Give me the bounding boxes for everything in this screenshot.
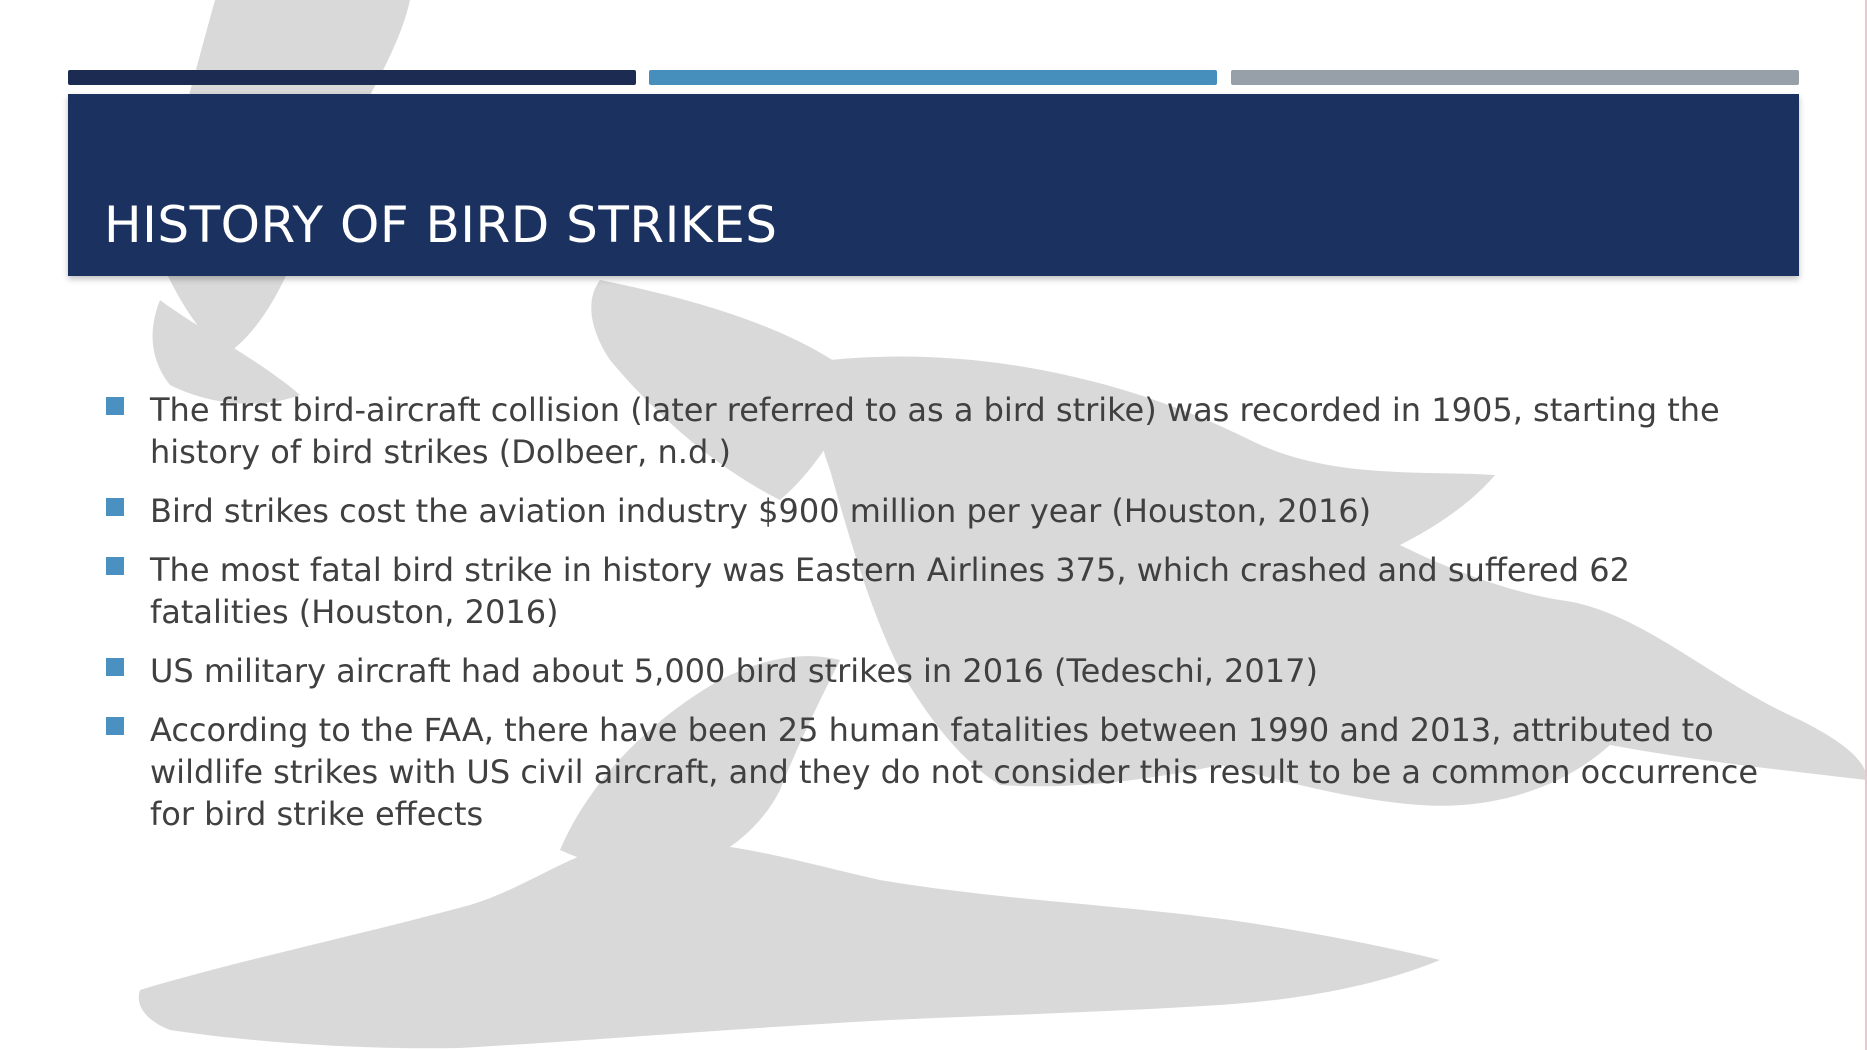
bullet-list [104, 389, 1764, 852]
accent-bar-dark [68, 70, 636, 85]
accent-bar-gray [1231, 70, 1799, 85]
bullet-text: According to the FAA, there have been 25 human fatalities between 1990 and 2013, attributed to wildlife strikes with US civil aircraft, and they do not consider this result to be a common occurrence for bird strike effects [150, 711, 1758, 833]
bullet-item [104, 549, 1764, 633]
bullet-text: US military aircraft had about 5,000 bird strikes in 2016 (Tedeschi, 2017) [150, 652, 1318, 690]
bullet-text: The most fatal bird strike in history was Eastern Airlines 375, which crashed and suffered 62 fatalities (Houston, 2016) [150, 551, 1630, 631]
square-bullet-icon [106, 498, 124, 516]
bullet-item [104, 490, 1764, 532]
square-bullet-icon [106, 557, 124, 575]
accent-bar-blue [649, 70, 1217, 85]
bullet-text: Bird strikes cost the aviation industry $900 million per year (Houston, 2016) [150, 492, 1372, 530]
square-bullet-icon [106, 658, 124, 676]
square-bullet-icon [106, 717, 124, 735]
bullet-text: The first bird-aircraft collision (later referred to as a bird strike) was recorded in 1905, starting the history of bird strikes (Dolbeer, n.d.) [150, 391, 1720, 471]
bullet-item [104, 709, 1764, 835]
title-band [68, 94, 1799, 276]
square-bullet-icon [106, 397, 124, 415]
slide-title: HISTORY OF BIRD STRIKES [104, 196, 778, 254]
bullet-item [104, 650, 1764, 692]
bullet-item [104, 389, 1764, 473]
